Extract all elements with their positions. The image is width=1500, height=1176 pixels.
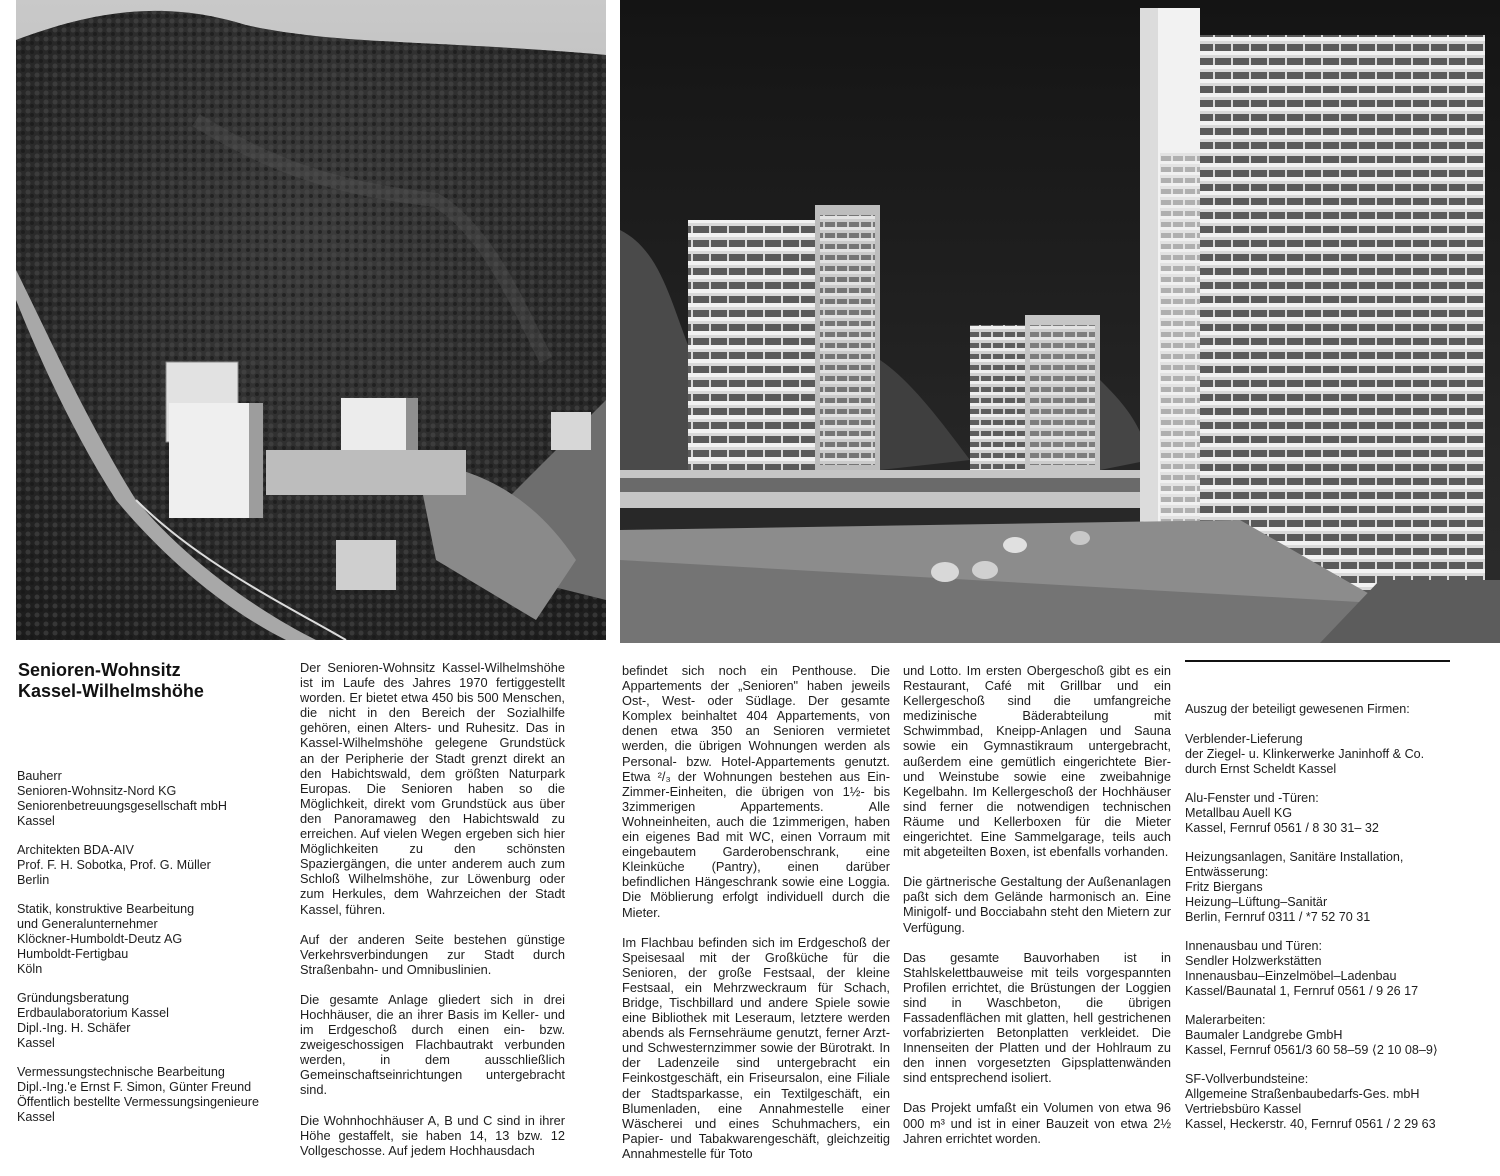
firm-line: Alu-Fenster und -Türen: (1185, 791, 1319, 805)
divider-rule (1185, 660, 1450, 662)
aerial-photo-graphic (16, 0, 606, 640)
firm-line: Kassel, Fernruf 0561 / 8 30 31– 32 (1185, 821, 1379, 835)
credit-architekten (17, 843, 297, 888)
firm-line: Berlin, Fernruf 0311 / *7 52 70 31 (1185, 910, 1371, 924)
firms-list (1185, 660, 1485, 1146)
credit-line: Bauherr (17, 769, 62, 783)
firm-line: Sendler Holzwerkstätten (1185, 954, 1322, 968)
heading-line-1: Senioren-Wohnsitz (18, 660, 181, 680)
firm-innenausbau (1185, 939, 1485, 999)
credit-line: Köln (17, 962, 43, 976)
firm-verblender (1185, 732, 1485, 777)
firm-alu-fenster (1185, 791, 1485, 836)
firm-line: Metallbau Auell KG (1185, 806, 1293, 820)
firm-line: Entwässerung: (1185, 865, 1269, 879)
heading-line-2: Kassel-Wilhelmshöhe (18, 681, 204, 701)
firm-line: SF-Vollverbundsteine: (1185, 1072, 1309, 1086)
firm-heizung (1185, 850, 1485, 925)
credit-bauherr (17, 769, 297, 829)
firm-line: Heizung–Lüftung–Sanitär (1185, 895, 1328, 909)
credit-line: und Generalunternehmer (17, 917, 158, 931)
paragraph: Das gesamte Bauvorhaben ist in Stahlskelettbauweise mit teils vorgespannten Profilen errichtet, die Brüstungen der Loggien sind in Waschbeton, die übrigen Fassadenflächen mit glatten, hell gestrichenen vorfabrizierten Betonplatten verkleidet. Die Innenseiten der Platten und der Hohlraum zu den innen vorgesetzten Gipsplattenwänden sind entsprechend isoliert. (903, 949, 1171, 1086)
aerial-photo (16, 0, 606, 640)
credit-line: Kassel (17, 814, 55, 828)
credit-vermessung (17, 1065, 297, 1125)
credit-line: Architekten BDA-AIV (17, 843, 134, 857)
firm-line: Fritz Biergans (1185, 880, 1263, 894)
credit-line: Dipl.-Ing. H. Schäfer (17, 1021, 131, 1035)
credit-line: Gründungsberatung (17, 991, 130, 1005)
article-column-2 (622, 663, 890, 1176)
firm-maler (1185, 1013, 1485, 1058)
firm-line: Kassel, Heckerstr. 40, Fernruf 0561 / 2 29 63 (1185, 1117, 1436, 1131)
buildings-photo (620, 0, 1500, 643)
firm-line: durch Ernst Scheldt Kassel (1185, 762, 1337, 776)
credit-line: Erdbaulaboratorium Kassel (17, 1006, 169, 1020)
credit-line: Klöckner-Humboldt-Deutz AG (17, 932, 183, 946)
firm-line: Kassel/Baunatal 1, Fernruf 0561 / 9 26 17 (1185, 984, 1419, 998)
credit-line: Prof. F. H. Sobotka, Prof. G. Müller (17, 858, 211, 872)
paragraph: befindet sich noch ein Penthouse. Die Appartements der „Senioren" haben jeweils Ost-, West- oder Südlage. Der gesamte Komplex beinhaltet 404 Appartements, von denen etwa 350 an Senioren vermietet werden, die übrigen Wohnungen werden als Personal- bzw. Hotel-Appartements genutzt. Etwa ²/₃ der Wohnungen bestehen aus Ein-Zimmer-Einheiten, die übrigen von 1½- bis 3zimmerigen Appartements. Alle Wohneinheiten, auch die 1zimmerigen, haben ein eigenes Bad mit WC, einen Vorraum mit eingebautem Garderobenschrank, eine Kleinküche (Pantry), einen darüber befindlichen Hängeschrank sowie eine Loggia. Die Möblierung erfolgt individuell durch die Mieter. (622, 663, 890, 920)
credit-line: Senioren-Wohnsitz-Nord KG (17, 784, 177, 798)
firm-line: Allgemeine Straßenbaubedarfs-Ges. mbH (1185, 1087, 1420, 1101)
paragraph: Auf der anderen Seite bestehen günstige Verkehrsverbindungen zur Stadt durch Straßenbahn- und Omnibuslinien. (300, 931, 565, 977)
credit-line: Seniorenbetreuungsgesellschaft mbH (17, 799, 228, 813)
firm-verbundsteine (1185, 1072, 1485, 1132)
article-column-3 (903, 663, 1171, 1161)
credit-line: Kassel (17, 1110, 55, 1124)
article-column-1 (300, 660, 565, 1173)
firm-line: Baumaler Landgrebe GmbH (1185, 1028, 1343, 1042)
credit-line: Humboldt-Fertigbau (17, 947, 129, 961)
credit-line: Statik, konstruktive Bearbeitung (17, 902, 195, 916)
paragraph: Der Senioren-Wohnsitz Kassel-Wilhelmshöhe ist im Laufe des Jahres 1970 fertiggestellt worden. Er bietet etwa 450 bis 500 Menschen, die nicht in den Bereich der Sozialhilfe gehören, einen Alters- und Ruhesitz. Das in Kassel-Wilhelmshöhe gelegene Grundstück an der Peripherie der Stadt grenzt direkt an den Habichtswald, dem größten Naturpark Europas. Die Senioren haben so die Möglichkeit, direkt vom Grundstück aus über den Panoramaweg den Habichtswald zu erreichen. Auf vielen Wegen ergeben sich hier Möglichkeiten zu den schönsten Spaziergängen, die unter anderem auch zum Schloß Wilhelmshöhe, zur Löwenburg oder zum Herkules, dem Wahrzeichen der Stadt Kassel, führen. (300, 660, 565, 917)
credit-line: Kassel (17, 1036, 55, 1050)
credit-line: Öffentlich bestellte Vermessungsingenieure (17, 1095, 259, 1109)
paragraph: Im Flachbau befinden sich im Erdgeschoß der Speisesaal mit der Großküche für die Senioren, der große Festsaal, der kleine Festsaal, ein Mehrzweckraum für Schach, Bridge, Tischbillard und andere Spiele sowie eine Bibliothek mit Leseraum, letztere werden abends als Fernsehräume genutzt, ferner Arzt- und Schwesternzimmer sowie der Bürotrakt. In der Ladenzeile sind untergebracht ein Feinkostgeschäft, ein Friseursalon, eine Filiale der Stadtsparkasse, ein Textilgeschäft, ein Blumenladen, eine Annahmestelle einer Wäscherei und eines Schuhmachers, ein Papier- und Tabakwarengeschäft, gleichzeitig Annahmestelle für Toto (622, 934, 890, 1161)
firm-line: Innenausbau und Türen: (1185, 939, 1323, 953)
firm-line: Heizungsanlagen, Sanitäre Installation, (1185, 850, 1404, 864)
paragraph: Die Wohnhochhäuser A, B und C sind in ihrer Höhe gestaffelt, sie haben 14, 13 bzw. 12 Vollgeschosse. Auf jedem Hochhausdach (300, 1112, 565, 1158)
firm-line: Kassel, Fernruf 0561/3 60 58–59 ⟨2 10 08–9⟩ (1185, 1043, 1438, 1057)
firms-intro: Auszug der beteiligt gewesenen Firmen: (1185, 702, 1410, 716)
paragraph: Das Projekt umfaßt ein Volumen von etwa 96 000 m³ und ist in einer Bauzeit von etwa 2½ Jahren errichtet worden. (903, 1100, 1171, 1146)
firm-line: Verblender-Lieferung (1185, 732, 1303, 746)
credit-gruendung (17, 991, 297, 1051)
credit-line: Berlin (17, 873, 50, 887)
credit-statik (17, 902, 297, 977)
credit-line: Dipl.-Ing.'e Ernst F. Simon, Günter Freund (17, 1080, 252, 1094)
paragraph: Die gärtnerische Gestaltung der Außenanlagen paßt sich dem Gelände harmonisch an. Eine Minigolf- und Bocciabahn steht den Mietern zur Verfügung. (903, 874, 1171, 935)
firm-line: Malerarbeiten: (1185, 1013, 1266, 1027)
credits-list (17, 769, 297, 1139)
article-heading (18, 660, 278, 702)
buildings-photo-graphic (620, 0, 1500, 643)
credit-line: Vermessungstechnische Bearbeitung (17, 1065, 225, 1079)
firm-line: Innenausbau–Einzelmöbel–Ladenbau (1185, 969, 1397, 983)
firm-line: Vertriebsbüro Kassel (1185, 1102, 1302, 1116)
firm-line: der Ziegel- u. Klinkerwerke Janinhoff & Co. (1185, 747, 1425, 761)
paragraph: und Lotto. Im ersten Obergeschoß gibt es ein Restaurant, Café mit Grillbar und ein Kellergeschoß sind die umfangreiche medizinische Bäderabteilung mit Schwimmbad, Kneipp-Anlagen und Sauna sowie ein Gymnastikraum untergebracht, außerdem eine gemütlich eingerichtete Bier- und Weinstube sowie eine zweibahnige Kegelbahn. Im Kellergeschoß der Hochhäuser sind ferner die notwendigen technischen Räume und Kellerboxen für die Mieter eingerichtet. Eine Sammelgarage, teils auch mit abgeteilten Boxen, ist ebenfalls vorhanden. (903, 663, 1171, 860)
paragraph: Die gesamte Anlage gliedert sich in drei Hochhäuser, die an ihrer Basis im Keller- und im Erdgeschoß durch einen ein- bzw. zweigeschossigen Flachbautrakt verbunden werden, in dem ausschließlich Gemeinschaftseinrichtungen untergebracht sind. (300, 991, 565, 1098)
